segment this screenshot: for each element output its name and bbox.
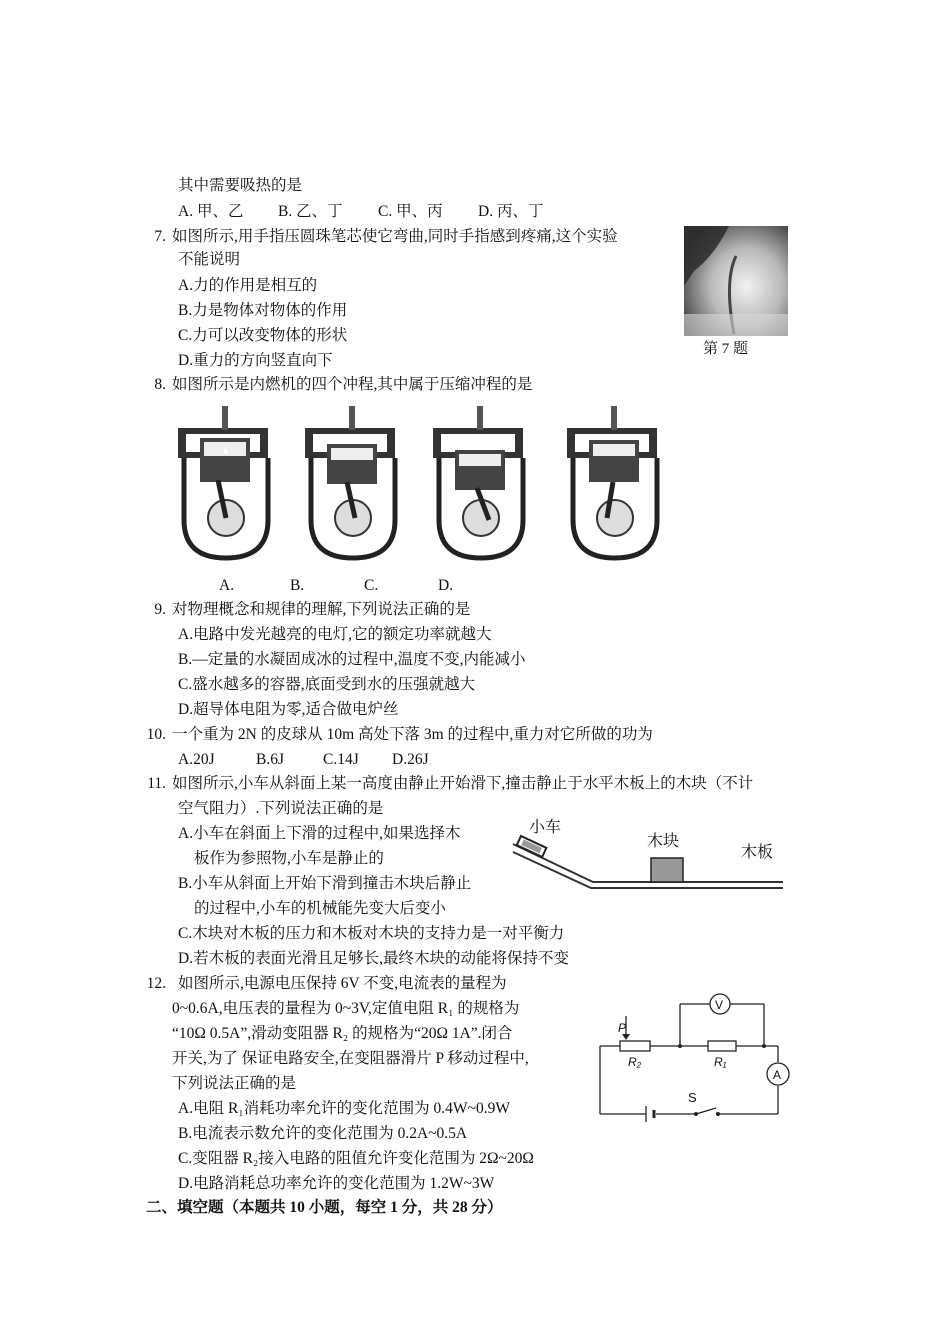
- q9-option-a: A.电路中发光越亮的电灯,它的额定功率就越大: [178, 626, 492, 643]
- q7-caption: 第 7 题: [703, 341, 749, 357]
- q12-option-a: A.电阻 R₁消耗功率允许的变化范围为 0.4W~0.9W: [178, 1100, 510, 1117]
- q6-option-b: B. 乙、丁: [278, 203, 343, 220]
- q11-stem-line2: 空气阻力）.下列说法正确的是: [178, 800, 384, 817]
- q11-number: 11.: [147, 775, 166, 792]
- q7-photo: [684, 226, 788, 336]
- label-board: 木板: [741, 844, 774, 861]
- q7-stem-line1: 如图所示,用手指压圆珠笔芯使它弯曲,同时手指感到疼痛,这个实验: [172, 228, 618, 245]
- engine-a: [178, 406, 268, 558]
- q7-stem-line2: 不能说明: [178, 251, 241, 268]
- q7-option-b: B.力是物体对物体的作用: [178, 302, 348, 319]
- engine-label-a: A.: [219, 577, 235, 594]
- slider-p-label: P: [618, 1021, 627, 1035]
- q8-stem: 如图所示是内燃机的四个冲程,其中属于压缩冲程的是: [172, 376, 533, 393]
- q11-option-b-line1: B.小车从斜面上开始下滑到撞击木块后静止: [178, 875, 472, 892]
- q9-option-d: D.超导体电阻为零,适合做电炉丝: [178, 701, 399, 718]
- q6-option-d: D. 丙、丁: [478, 203, 544, 220]
- incline-cart-figure: [505, 812, 790, 892]
- engine-label-d: D.: [438, 577, 454, 594]
- q10-option-c: C.14J: [323, 751, 359, 768]
- q11-option-b-line2: 的过程中,小车的机械能先变大后变小: [194, 900, 446, 917]
- engine-label-b: B.: [290, 577, 305, 594]
- q12-stem-line5: 下列说法正确的是: [172, 1075, 297, 1092]
- q12-stem-line3: “10Ω 0.5A”,滑动变阻器 R₂ 的规格为“20Ω 1A”.闭合: [172, 1025, 513, 1042]
- q12-option-c: C.变阻器 R₂接入电路的阻值允许变化范围为 2Ω~20Ω: [178, 1150, 534, 1167]
- q10-stem: 一个重为 2N 的皮球从 10m 高处下落 3m 的过程中,重力对它所做的功为: [172, 726, 653, 743]
- q7-number: 7.: [154, 228, 166, 245]
- r1-label: R₁: [714, 1055, 727, 1069]
- switch-label: S: [688, 1090, 697, 1105]
- q10-option-a: A.20J: [178, 751, 215, 768]
- label-block: 木块: [647, 833, 680, 850]
- q7-option-a: A.力的作用是相互的: [178, 277, 318, 294]
- voltmeter-label: V: [715, 998, 724, 1012]
- engine-c: [433, 406, 523, 558]
- q6-option-c: C. 甲、丙: [378, 203, 443, 220]
- q12-stem-line1: 如图所示,电源电压保持 6V 不变,电流表的量程为: [178, 975, 507, 992]
- q9-option-c: C.盛水越多的容器,底面受到水的压强就越大: [178, 676, 476, 693]
- q11-option-c: C.木块对木板的压力和木板对木块的支持力是一对平衡力: [178, 925, 565, 942]
- q11-option-a-line1: A.小车在斜面上下滑的过程中,如果选择木: [178, 825, 461, 842]
- q12-stem-line4: 开关,为了 保证电路安全,在变阻器滑片 P 移动过程中,: [172, 1050, 529, 1067]
- q11-option-a-line2: 板作为参照物,小车是静止的: [194, 850, 384, 867]
- wood-block: [651, 858, 683, 882]
- engine-b: [305, 406, 395, 558]
- circuit-diagram: [590, 990, 805, 1130]
- engine-d: [567, 406, 657, 558]
- ammeter-label: A: [773, 1068, 782, 1082]
- q12-number: 12.: [146, 975, 166, 992]
- q6-tail: 其中需要吸热的是: [178, 177, 303, 194]
- r2-label: R₂: [628, 1055, 642, 1069]
- q12-option-d: D.电路消耗总功率允许的变化范围为 1.2W~3W: [178, 1175, 495, 1192]
- q9-option-b: B.—定量的水凝固成冰的过程中,温度不变,内能减小: [178, 651, 526, 668]
- q9-number: 9.: [154, 601, 166, 618]
- q9-stem: 对物理概念和规律的理解,下列说法正确的是: [172, 601, 471, 618]
- q12-stem-line2: 0~0.6A,电压表的量程为 0~3V,定值电阻 R₁ 的规格为: [172, 1000, 520, 1017]
- q10-option-d: D.26J: [392, 751, 429, 768]
- q6-option-a: A. 甲、乙: [178, 203, 244, 220]
- q10-number: 10.: [146, 726, 166, 743]
- label-cart: 小车: [529, 819, 562, 836]
- q11-stem-line1: 如图所示,小车从斜面上某一高度由静止开始滑下,撞击静止于水平木板上的木块（不计: [172, 775, 754, 792]
- q8-number: 8.: [154, 376, 166, 393]
- q10-option-b: B.6J: [256, 751, 284, 768]
- section-2-heading: 二、填空题（本题共 10 小题，每空 1 分，共 28 分）: [146, 1199, 503, 1216]
- q11-option-d: D.若木板的表面光滑且足够长,最终木块的动能将保持不变: [178, 950, 569, 967]
- q7-option-d: D.重力的方向竖直向下: [178, 352, 333, 369]
- q12-option-b: B.电流表示数允许的变化范围为 0.2A~0.5A: [178, 1125, 468, 1142]
- q7-option-c: C.力可以改变物体的形状: [178, 327, 348, 344]
- engine-label-c: C.: [364, 577, 379, 594]
- engine-strokes-figure: [170, 400, 670, 565]
